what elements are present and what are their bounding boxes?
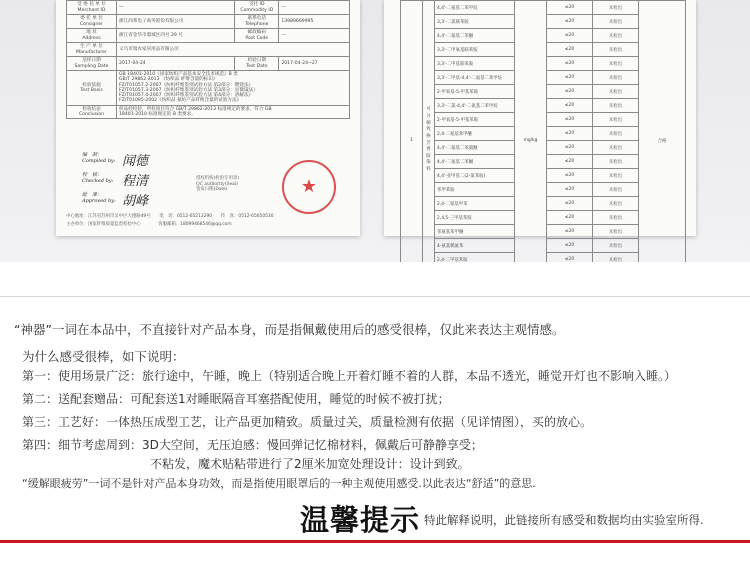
item-limit: ≤20 [547,211,593,225]
seal-caption: 授权机构(检验专用章) QC authority(Seal) 签发日期(Date) [196,176,239,193]
intro-line: “神器”一词在本品中，不直接针对产品本身，而是指佩戴使用后的感受很棒，仅此来表达主观情感。 [14,322,565,337]
explanation-section [0,262,750,582]
item-result: 未检出 [593,71,639,85]
item-name: 3,3'-二氯联苯胺 [435,15,515,29]
signature-1: 闻德 [122,154,149,169]
item-result: 未检出 [593,239,639,253]
item-unit: mg/kg [515,1,547,281]
report-footer-line-2: 主办单位：国家纤维质量监督检验中心 客服邮箱：18099468546@qq.com [66,222,232,227]
signer-role-2: 校 核： Checked by: [82,172,114,184]
item-result: 未检出 [593,99,639,113]
item-limit: ≤20 [547,57,593,71]
why-heading: 为什么感受很棒，如下说明： [22,349,185,364]
report-row [67,15,350,29]
item-name: 4,4'-二氨基二苯甲烷 [435,1,515,15]
section-divider [0,296,750,297]
item-limit: ≤20 [547,253,593,267]
report-field-label: 送样日期 Sampling Date [67,57,117,71]
item-name: 2,4-二氨基苯甲醚 [435,127,515,141]
item-limit: ≤20 [547,99,593,113]
report-field-value: 2017-04-24 [117,57,235,71]
report-header-table [66,0,350,119]
item-result: 未检出 [593,141,639,155]
report-field-value: 13989669995 [279,15,350,29]
item-result: 未检出 [593,43,639,57]
item-name: 2-甲氧基-5-甲基苯胺 [435,113,515,127]
point-one: 第一：使用场景广泛：旅行途中，午睡，晚上（特别适合晚上开着灯睡不着的人群，本品不透光，睡觉开灯也不影响入睡。） [22,369,677,383]
report-field-label: 邮政编码 Post Code [235,29,279,43]
item-name: 2,4-二氨基甲苯 [435,197,515,211]
signer-role-1: 编 制： Compiled by: [82,152,116,164]
report-row [67,71,350,106]
item-name: 3,3'-二甲基联苯胺 [435,57,515,71]
item-limit: ≤20 [547,85,593,99]
item-judgement: 合格 [639,1,686,281]
item-limit: ≤20 [547,113,593,127]
eye-fatigue-note: “缓解眼疲劳”一词不是针对产品本身功效，而是指使用眼罩后的一种主观使用感受.以此表达“舒适”的意思. [22,477,536,490]
item-name: 2,4-二甲基苯胺 [435,253,515,267]
conclusion-line: 18401-2010 标准规定的 B 类要求。 [119,111,196,117]
report-field-label: 地 址 Address [67,29,117,43]
item-name: 4,4'-二氨基二苯醚 [435,29,515,43]
test-basis-value [117,71,350,106]
item-result: 未检出 [593,15,639,29]
conclusion-label: 检验结论 Conclusion [67,105,117,119]
report-field-value: — [279,29,350,43]
item-name: 邻氨基苯甲醚 [435,225,515,239]
report-row [67,105,350,119]
item-result: 未检出 [593,113,639,127]
test-basis-line: GB 18401-2010《国家纺织产品基本安全技术规范》B 类 [119,72,238,77]
item-limit: ≤20 [547,155,593,169]
warm-tip-title: 温馨提示 [300,503,421,537]
test-basis-line: FZ/T01095-2002《纺织品 氨纶产品纤维含量的试验方法》 [119,98,242,104]
item-limit: ≤20 [547,71,593,85]
report-field-label: 联系电话 Telephone [235,15,279,29]
item-result: 未检出 [593,29,639,43]
report-field-value: 义乌市瑞农家居用品有限公司 [117,43,350,57]
report-field-label: 受 委 托 单 位 Merchant ID [67,1,117,15]
item-index: 1 [401,1,423,281]
report-field-value: 2017-04-24~27 [279,57,350,71]
item-name: 4-氨基偶氮苯 [435,239,515,253]
test-results-page [384,0,696,263]
report-field-value: 浙江省金华市婺城区四号 29 号 [117,29,235,43]
official-seal-icon: ★ [282,160,336,214]
item-name: 3,3'-二甲氧基联苯胺 [435,43,515,57]
report-field-label: 委 托 单 位 Consigner [67,15,117,29]
report-field-label: 检验日期 Test Date [235,57,279,71]
item-result: 未检出 [593,253,639,267]
item-name: 4,4'-二氨基二苯硫醚 [435,141,515,155]
item-result: 未检出 [593,155,639,169]
item-name: 4,4'-二氨基二苯醚 [435,155,515,169]
point-four-continued: 不粘发，魔术贴粘带进行了2厘米加宽处理设计：设计到致。 [150,457,470,471]
test-basis-line: FZ/T01057.2-2007《纺织纤维鉴别试验方法 第2部分：燃烧法》 [119,82,254,88]
item-limit: ≤20 [547,15,593,29]
test-basis-line: FZ/T01057.4-2007《纺织纤维鉴别试验方法 第4部分：溶解法》 [119,93,254,99]
test-basis-label: 检验依据 Test Basis [67,71,117,106]
signer-role-3: 批 准： Approved by: [82,192,116,204]
item-group: 可分解致癌芳香胺染料 [423,1,435,281]
point-four: 第四：细节考虑周到：3D大空间，无压迫感：慢回弹记忆棉材料，佩戴后可静静享受； [22,438,483,452]
item-result: 未检出 [593,197,639,211]
item-name: 3,3'-二氯-4,4'-二氨基二苯甲烷 [435,99,515,113]
conclusion-line: 样品经检验，所检项目符合 GB/T 29862-2013 标准规定的要求，符合 GB [119,106,272,112]
item-limit: ≤20 [547,197,593,211]
item-limit: ≤20 [547,239,593,253]
item-limit: ≤20 [547,225,593,239]
report-field-label: 生 产 单 位 Manufacturer [67,43,117,57]
item-limit: ≤20 [547,127,593,141]
inspection-report-page [56,0,360,236]
report-field-label: 受托 ID Commodity ID [235,1,279,15]
report-row [67,29,350,43]
warm-tip-note: 特此解释说明，此链接所有感受和数据均由实验室所得. [424,513,704,527]
item-result: 未检出 [593,1,639,15]
item-result: 未检出 [593,169,639,183]
signature-2: 程清 [122,174,149,189]
test-basis-line: GB/T 29862-2013 《纺织品 纤维含量的标识》 [119,77,218,83]
table-row [401,1,686,15]
item-limit: ≤20 [547,1,593,15]
report-row [67,1,350,15]
item-limit: ≤20 [547,169,593,183]
item-limit: ≤20 [547,141,593,155]
accent-red-line [0,540,750,543]
item-limit: ≤20 [547,29,593,43]
item-limit: ≤20 [547,43,593,57]
signature-3: 胡峰 [122,194,149,209]
product-photo-area [0,0,750,262]
item-result: 未检出 [593,127,639,141]
item-limit: ≤20 [547,183,593,197]
test-results-table [400,0,686,281]
point-two: 第二：送配套赠品：可配套送1对睡眠隔音耳塞搭配使用，睡觉的时候不被打扰； [22,392,450,406]
item-name: 邻甲苯胺 [435,183,515,197]
conclusion-value [117,105,350,119]
report-field-value: — [279,1,350,15]
point-three: 第三：工艺好：一体热压成型工艺，让产品更加精致。质量过关，质量检测有依据（见详情图），买的放心。 [22,415,593,429]
report-row [67,43,350,57]
item-result: 未检出 [593,183,639,197]
report-row [67,57,350,71]
item-result: 未检出 [593,57,639,71]
item-result: 未检出 [593,211,639,225]
item-result: 未检出 [593,85,639,99]
report-field-value: — [117,1,235,15]
item-name: 4,4'-亚甲基二(2-氯苯胺) [435,169,515,183]
item-name: 2-甲氧基-5-甲基苯胺 [435,85,515,99]
item-name: 2,4,5-三甲基苯胺 [435,211,515,225]
report-field-value: 浙江尚邦电子商务股份有限公司 [117,15,235,29]
test-basis-line: FZ/T01057.3-2007《纺织纤维鉴别试验方法 第3部分：显微镜法》 [119,87,258,93]
item-name: 3,3'-二甲基-4,4'-二氨基二苯甲烷 [435,71,515,85]
report-footer-line-1: 中心地址：江苏省苏州市吴中区大德路49号 电 话：0512-65213290 传 真：0512-65650530 [66,214,274,219]
item-result: 未检出 [593,225,639,239]
